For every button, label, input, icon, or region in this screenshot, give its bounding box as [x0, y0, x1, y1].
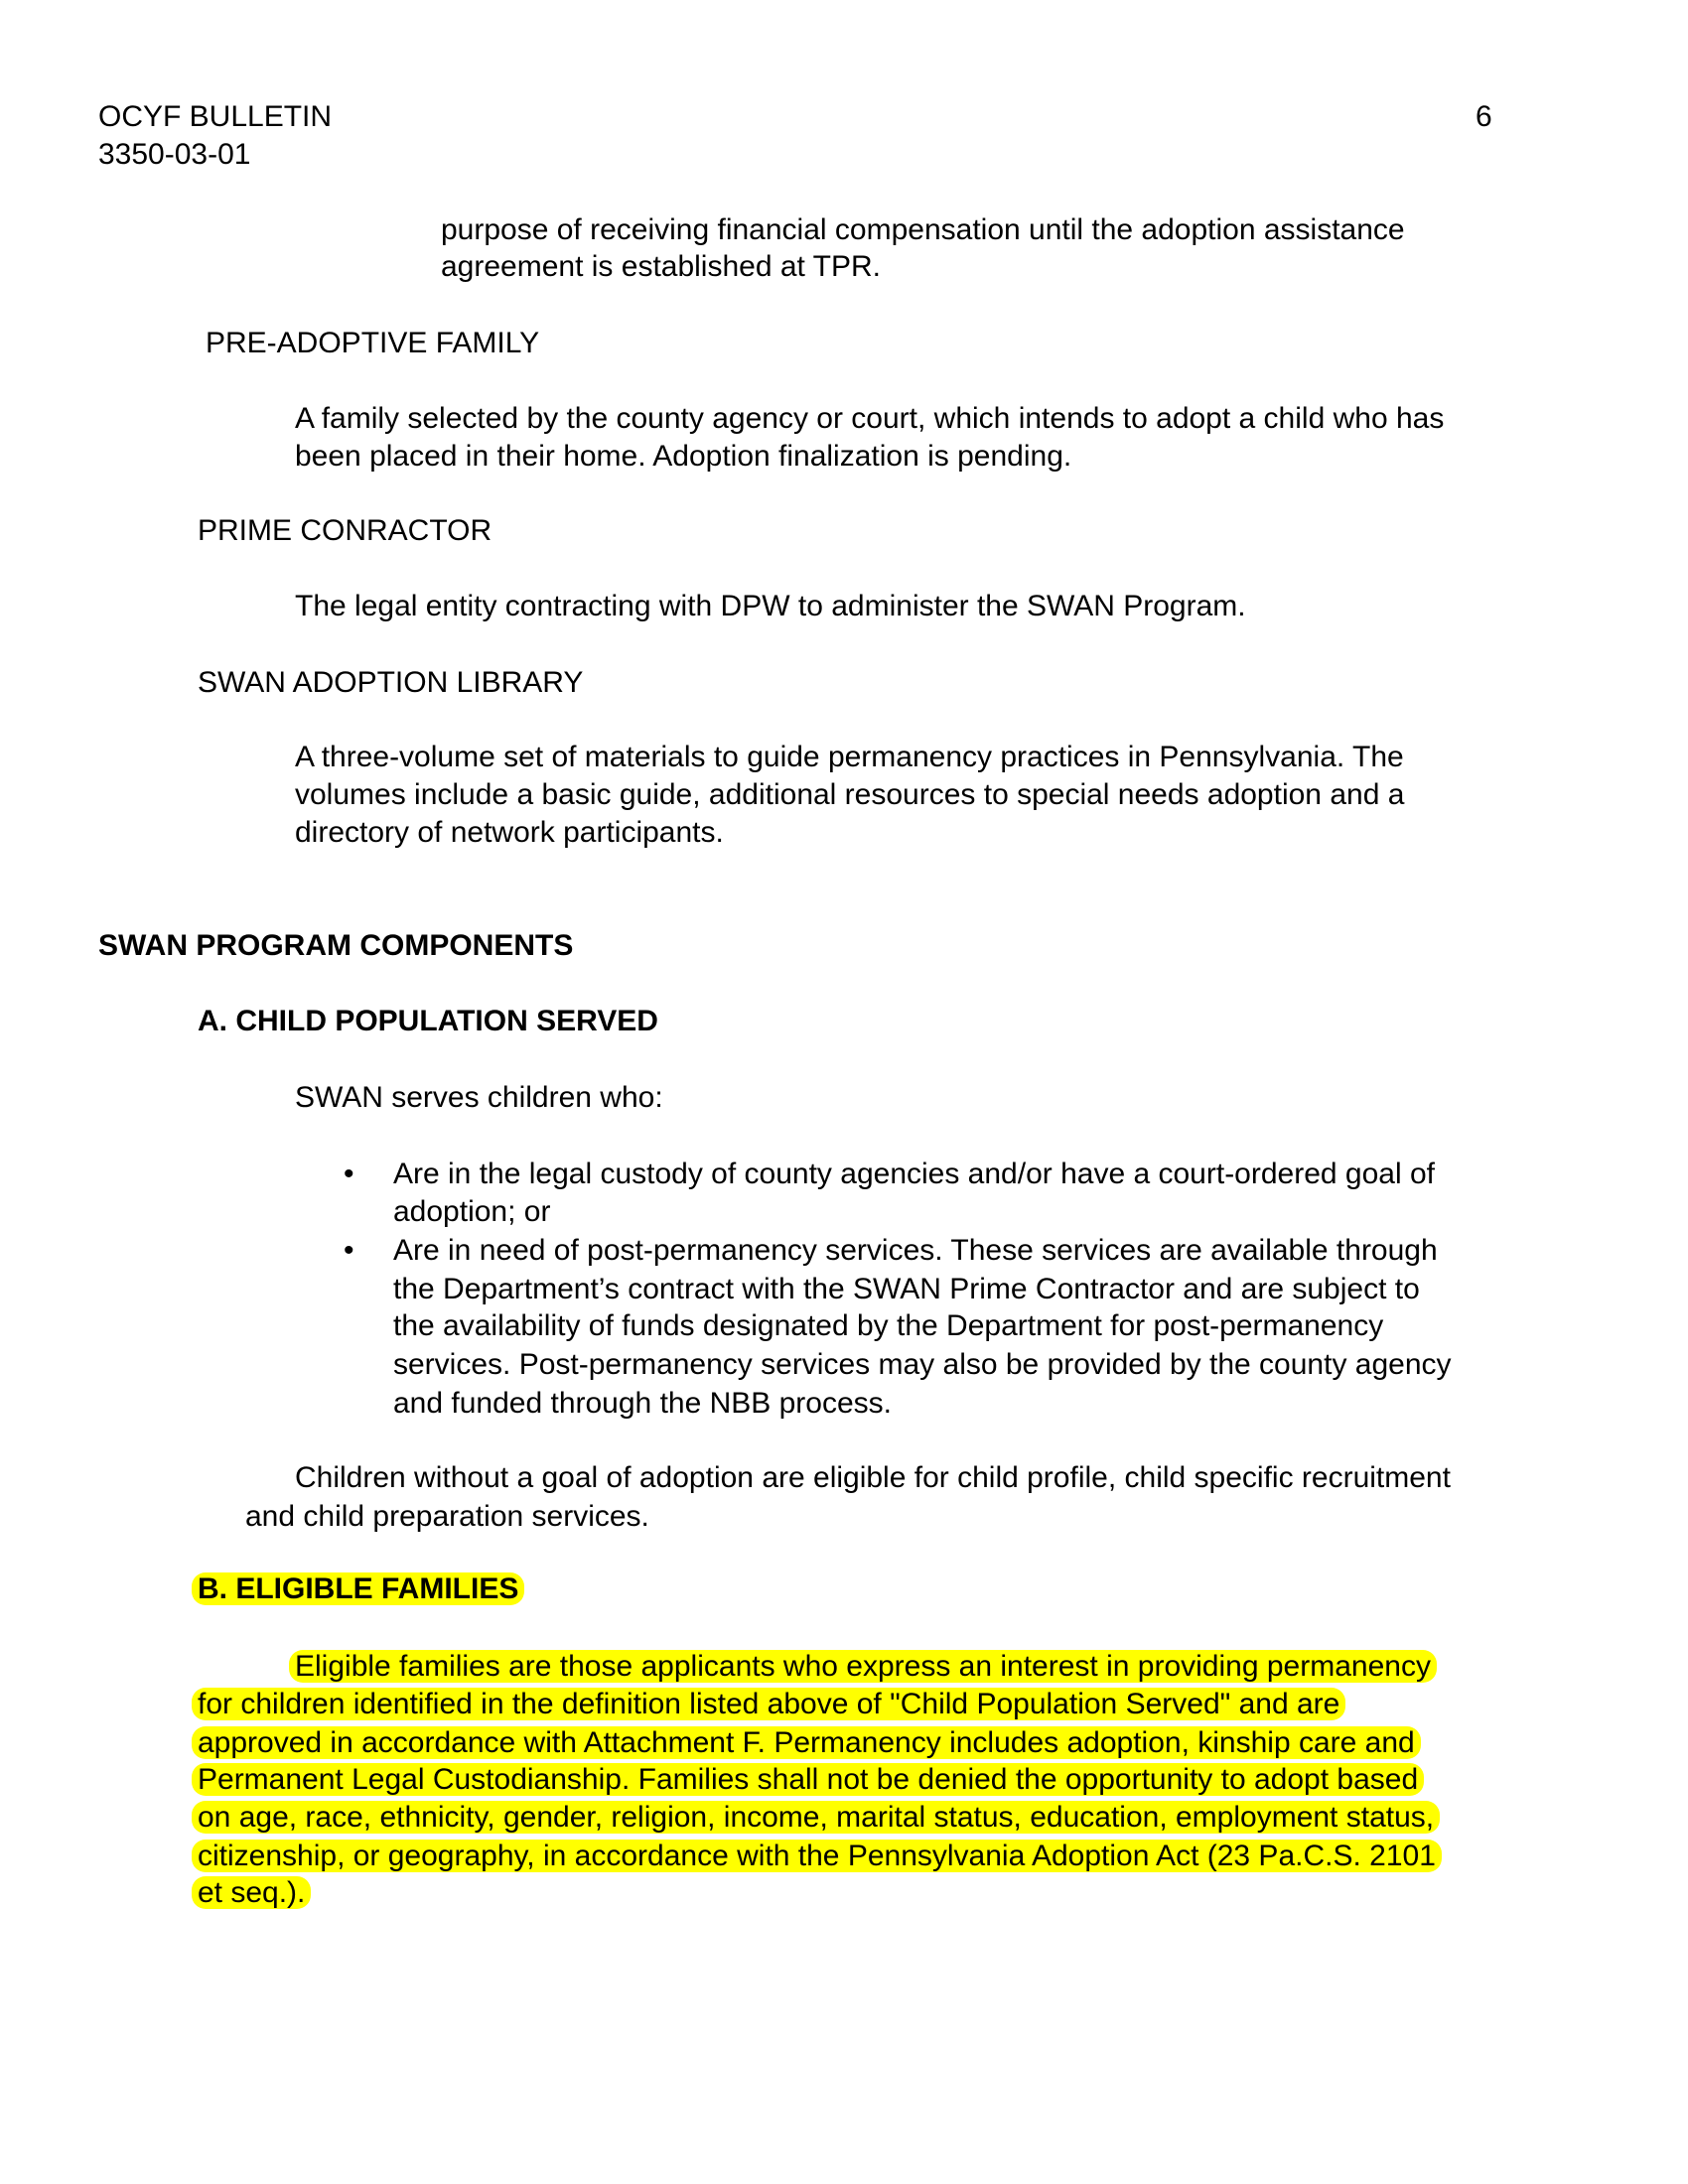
text-line: purpose of receiving financial compensation until the adoption assistance [441, 213, 1405, 246]
text-line: Children without a goal of adoption are eligible for child profile, child specific recruitment [295, 1461, 1451, 1494]
text-line: directory of network participants. [295, 816, 724, 849]
text-line: and funded through the NBB process. [393, 1387, 893, 1420]
subsection-heading-a: A. CHILD POPULATION SERVED [198, 1005, 658, 1037]
text-line: and child preparation services. [245, 1500, 649, 1533]
text-line: A three-volume set of materials to guide permanency practices in Pennsylvania. The [295, 741, 1404, 773]
highlighted-text-line: for children identified in the definition listed above of "Child Population Served" and are [192, 1688, 1345, 1720]
text-line: agreement is established at TPR. [441, 250, 882, 283]
highlighted-text-line: approved in accordance with Attachment F. Permanency includes adoption, kinship care and [192, 1726, 1421, 1759]
bullet-icon: • [344, 1234, 354, 1267]
text-line: SWAN serves children who: [295, 1081, 663, 1114]
text-line: adoption; or [393, 1195, 551, 1228]
section-heading: SWAN PROGRAM COMPONENTS [98, 929, 574, 962]
definition-term: PRE-ADOPTIVE FAMILY [206, 327, 540, 359]
highlighted-text-line: Eligible families are those applicants who express an interest in providing permanency [289, 1650, 1437, 1683]
bulletin-number: 3350-03-01 [98, 138, 251, 171]
text-line: services. Post-permanency services may also be provided by the county agency [393, 1348, 1452, 1381]
text-line: A family selected by the county agency or court, which intends to adopt a child who has [295, 402, 1445, 435]
text-line: The legal entity contracting with DPW to administer the SWAN Program. [295, 590, 1246, 622]
highlighted-text-line: citizenship, or geography, in accordance with the Pennsylvania Adoption Act (23 Pa.C.S. 2101 [192, 1840, 1442, 1872]
bulletin-title: OCYF BULLETIN [98, 100, 333, 133]
bullet-icon: • [344, 1158, 354, 1190]
text-line: volumes include a basic guide, additional resources to special needs adoption and a [295, 778, 1405, 811]
text-line: the Department’s contract with the SWAN Prime Contractor and are subject to [393, 1273, 1420, 1305]
definition-term: PRIME CONRACTOR [198, 514, 492, 547]
highlighted-text-line: Permanent Legal Custodianship. Families shall not be denied the opportunity to adopt based [192, 1763, 1424, 1796]
highlighted-text-line: et seq.). [192, 1876, 311, 1909]
page-number: 6 [1476, 100, 1492, 133]
highlighted-text-line: on age, race, ethnicity, gender, religion, income, marital status, education, employment status, [192, 1801, 1440, 1834]
text-line: been placed in their home. Adoption finalization is pending. [295, 440, 1072, 473]
text-line: the availability of funds designated by the Department for post-permanency [393, 1309, 1384, 1342]
definition-term: SWAN ADOPTION LIBRARY [198, 666, 584, 699]
text-line: Are in the legal custody of county agencies and/or have a court-ordered goal of [393, 1158, 1435, 1190]
subsection-heading-b: B. ELIGIBLE FAMILIES [192, 1572, 524, 1605]
text-line: Are in need of post-permanency services. These services are available through [393, 1234, 1438, 1267]
